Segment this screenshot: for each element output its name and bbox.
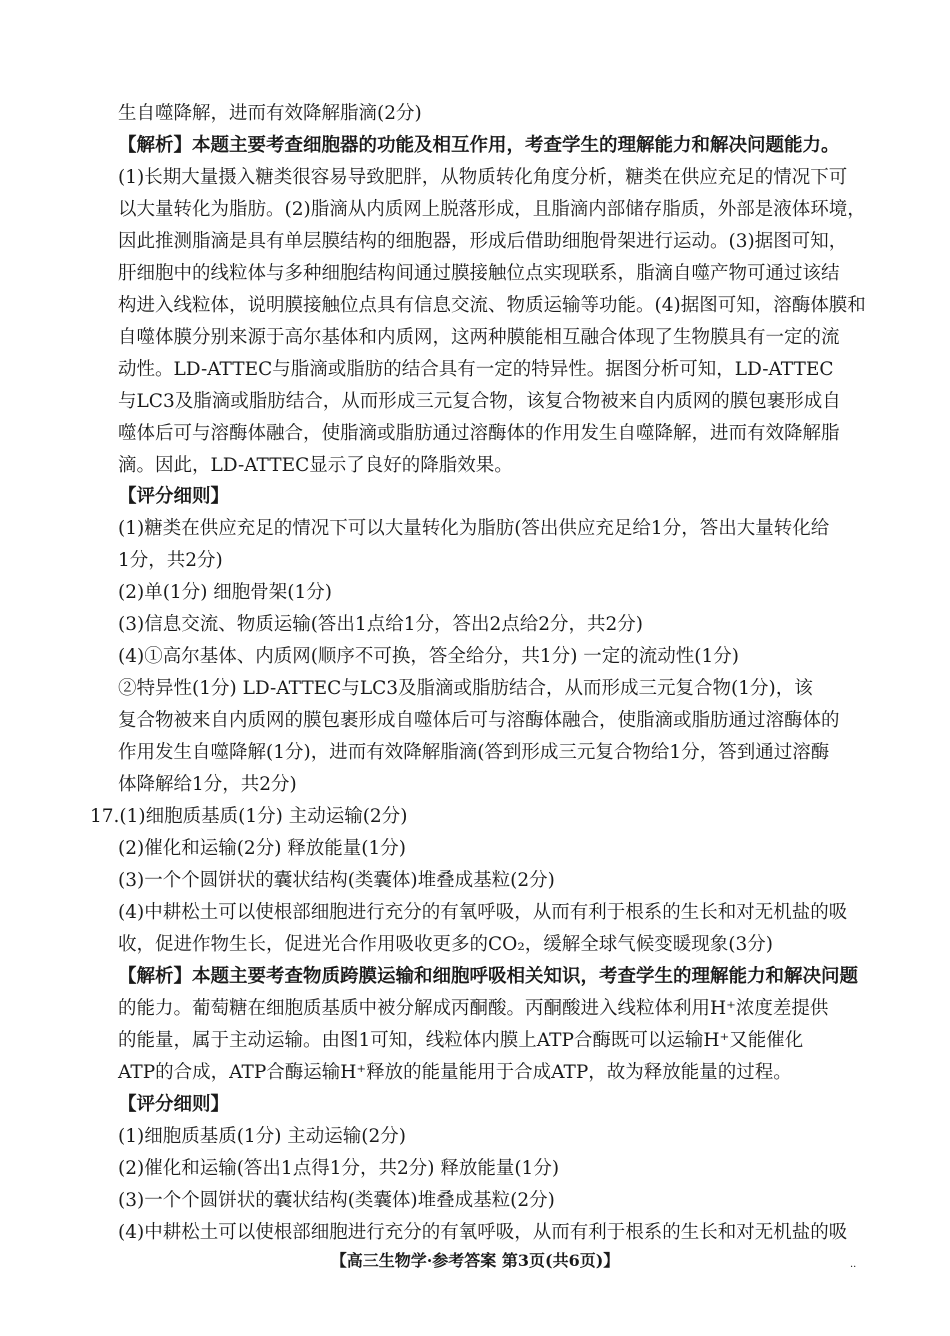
text-line: 体降解给1分，共2分) [118, 774, 297, 795]
question-17-line: 17.(1)细胞质基质(1分) 主动运输(2分) [90, 806, 408, 827]
text-line: 因此推测脂滴是具有单层膜结构的细胞器，形成后借助细胞骨架进行运动。(3)据图可知， [118, 231, 848, 252]
text-line: (4)①高尔基体、内质网(顺序不可换，答全给分，共1分) 一定的流动性(1分) [118, 646, 739, 667]
text-line: (1)长期大量摄入糖类很容易导致肥胖，从物质转化角度分析，糖类在供应充足的情况下可 [118, 167, 848, 188]
text-line: 噬体后可与溶酶体融合，使脂滴或脂肪通过溶酶体的作用发生自噬降解，进而有效降解脂 [118, 423, 840, 444]
text-line: (2)单(1分) 细胞骨架(1分) [118, 582, 332, 603]
text-line: 生自噬降解，进而有效降解脂滴(2分) [118, 103, 422, 124]
text-line: (3)一个个圆饼状的囊状结构(类囊体)堆叠成基粒(2分) [118, 870, 555, 891]
text-line: 滴。因此，LD-ATTEC显示了良好的降脂效果。 [118, 455, 513, 476]
text-line: 复合物被来自内质网的膜包裹形成自噬体后可与溶酶体融合，使脂滴或脂肪通过溶酶体的 [118, 710, 840, 731]
text-line: 的能力。葡萄糖在细胞质基质中被分解成丙酮酸。丙酮酸进入线粒体利用H⁺浓度差提供 [118, 998, 829, 1019]
text-line: 自噬体膜分别来源于高尔基体和内质网，这两种膜能相互融合体现了生物膜具有一定的流 [118, 327, 840, 348]
text-line: 作用发生自噬降解(1分)，进而有效降解脂滴(答到形成三元复合物给1分，答到通过溶酶 [118, 742, 830, 763]
text-line: 肝细胞中的线粒体与多种细胞结构间通过膜接触位点实现联系，脂滴自噬产物可通过该结 [118, 263, 840, 284]
grading-heading: 【评分细则】 [118, 486, 230, 507]
text-line: 动性。LD-ATTEC与脂滴或脂肪的结合具有一定的特异性。据图分析可知，LD-ATTEC [118, 359, 834, 380]
page-footer: 【高三生物学·参考答案 第3页(共6页)】 [330, 1251, 620, 1270]
analysis-heading-line: 【解析】本题主要考查细胞器的功能及相互作用，考查学生的理解能力和解决问题能力。 [118, 135, 840, 156]
text-line: (4)中耕松土可以使根部细胞进行充分的有氧呼吸，从而有利于根系的生长和对无机盐的吸 [118, 1222, 848, 1243]
text-line: (1)细胞质基质(1分) 主动运输(2分) [118, 1126, 406, 1147]
text-line: (4)中耕松土可以使根部细胞进行充分的有氧呼吸，从而有利于根系的生长和对无机盐的吸 [118, 902, 848, 923]
text-line: ②特异性(1分) LD-ATTEC与LC3及脂滴或脂肪结合，从而形成三元复合物(1分)，该 [118, 678, 813, 699]
text-line: (3)一个个圆饼状的囊状结构(类囊体)堆叠成基粒(2分) [118, 1190, 555, 1211]
text-line: (2)催化和运输(2分) 释放能量(1分) [118, 838, 406, 859]
text-line: 1分，共2分) [118, 550, 223, 571]
text-line: 构进入线粒体，说明膜接触位点具有信息交流、物质运输等功能。(4)据图可知，溶酶体膜和 [118, 295, 866, 316]
analysis-heading-line: 【解析】本题主要考查物质跨膜运输和细胞呼吸相关知识，考查学生的理解能力和解决问题 [118, 966, 859, 987]
text-line: 以大量转化为脂肪。(2)脂滴从内质网上脱落形成，且脂滴内部储存脂质，外部是液体环境， [118, 199, 866, 220]
corner-mark: ·· [850, 1262, 857, 1273]
text-line: ATP的合成，ATP合酶运输H⁺释放的能量能用于合成ATP，故为释放能量的过程。 [118, 1062, 792, 1083]
text-line: 的能量，属于主动运输。由图1可知，线粒体内膜上ATP合酶既可以运输H⁺又能催化 [118, 1030, 804, 1051]
text-line: (3)信息交流、物质运输(答出1点给1分，答出2点给2分，共2分) [118, 614, 643, 635]
text-line: 收，促进作物生长，促进光合作用吸收更多的CO₂，缓解全球气候变暖现象(3分) [118, 934, 773, 955]
text-line: (1)糖类在供应充足的情况下可以大量转化为脂肪(答出供应充足给1分，答出大量转化给 [118, 518, 830, 539]
text-line: (2)催化和运输(答出1点得1分，共2分) 释放能量(1分) [118, 1158, 560, 1179]
text-line: 与LC3及脂滴或脂肪结合，从而形成三元复合物，该复合物被来自内质网的膜包裹形成自 [118, 391, 841, 412]
grading-heading: 【评分细则】 [118, 1094, 230, 1115]
